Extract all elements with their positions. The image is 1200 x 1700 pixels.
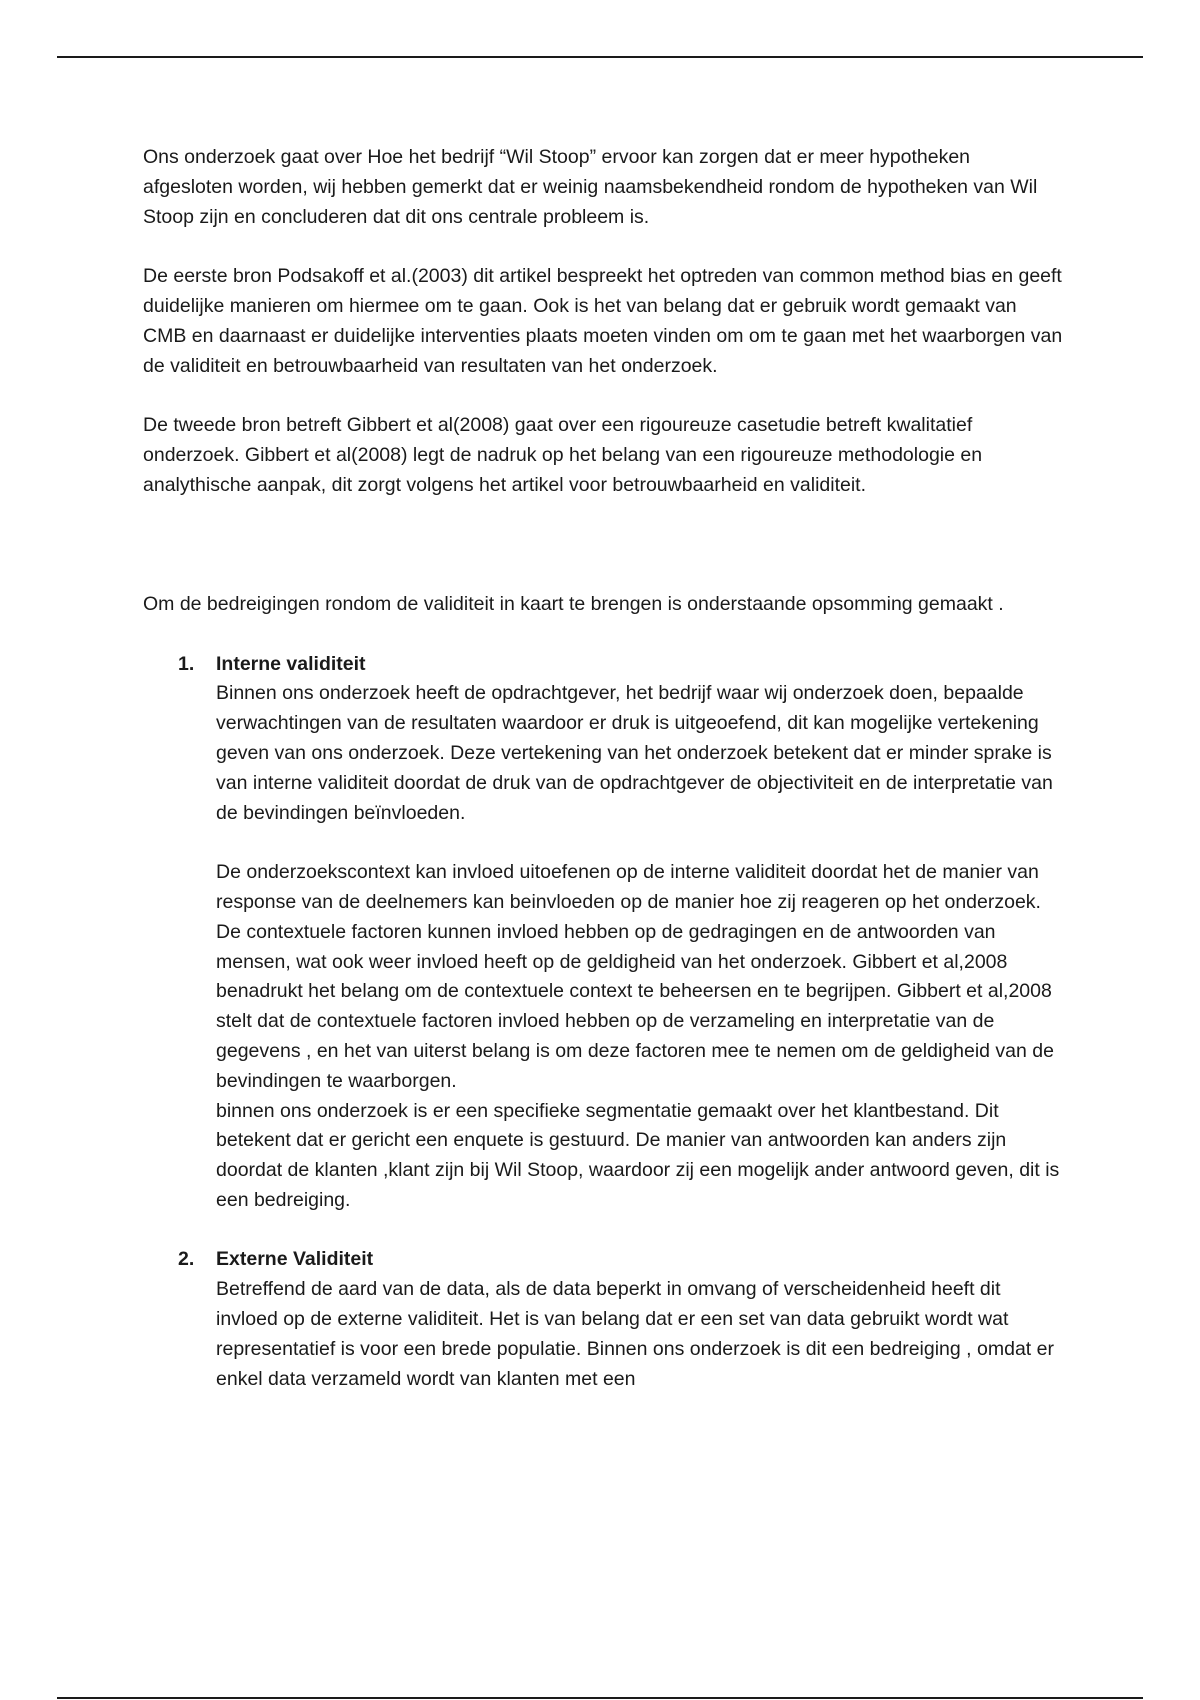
list-paragraph: Betreffend de aard van de data, als de data beperkt in omvang of verscheidenheid heeft dit invloed op de externe validiteit. Het is van belang dat er een set van data gebruikt wordt wat representatief is voor een brede populatie. Binnen ons onderzoek is dit een bedreiging , omdat er enkel data verzameld wordt van klanten met een	[216, 1278, 1054, 1390]
list-paragraph: Binnen ons onderzoek heeft de opdrachtgever, het bedrijf waar wij onderzoek doen, bepaalde verwachtingen van de resultaten waardoor er druk is uitgeoefend, dit kan mogelijke vertekening geven van ons onderzoek. Deze vertekening van het onderzoek betekent dat er minder sprake is van interne validiteit doordat de druk van de opdrachtgever de objectiviteit en de interpretatie van de bevindingen beïnvloeden.	[216, 682, 1053, 824]
source-2-paragraph: De tweede bron betreft Gibbert et al(2008) gaat over een rigoureuze casetudie betreft kwalitatief onderzoek. Gibbert et al(2008) legt de nadruk op het belang van een rigoureuze methodologie en analythische aanpak, dit zorgt volgens het artikel voor betrouwbaarheid en validiteit.	[143, 414, 983, 496]
list-number: 1.	[178, 652, 195, 675]
footer-rule	[57, 1697, 1143, 1699]
list-heading: Externe Validiteit	[216, 1248, 374, 1271]
intro-paragraph: Ons onderzoek gaat over Hoe het bedrijf “Wil Stoop” ervoor kan zorgen dat er meer hypotheken afgesloten worden, wij hebben gemerkt dat er weinig naamsbekendheid rondom de hypotheken van Wil Stoop zijn en concluderen dat dit ons centrale probleem is.	[143, 146, 1038, 228]
list-paragraph: binnen ons onderzoek is er een specifieke segmentatie gemaakt over het klantbestand. Dit betekent dat er gericht een enquete is gestuurd. De manier van antwoorden kan anders zijn doordat de klanten ,klant zijn bij Wil Stoop, waardoor zij een mogelijk ander antwoord geven, dit is een bedreiging.	[216, 1099, 1060, 1211]
list-paragraph: De onderzoekscontext kan invloed uitoefenen op de interne validiteit doordat het de manier van response van de deelnemers kan beinvloeden op de manier hoe zij reageren op het onderzoek. De contextuele factoren kunnen invloed hebben op de gedragingen en de antwoorden van mensen, wat ook weer invloed heeft op de geldigheid van het onderzoek. Gibbert et al,2008 benadrukt het belang om de contextuele context te beheersen en te begrijpen. Gibbert et al,2008 stelt dat de contextuele factoren invloed hebben op de verzameling en interpretatie van de gegevens , en het van uiterst belang is om deze factoren mee te nemen om de geldigheid van de bevindingen te waarborgen.	[216, 861, 1054, 1092]
list-number: 2.	[178, 1248, 195, 1271]
header-rule	[57, 56, 1143, 58]
list-item-externe-validiteit	[143, 1245, 1063, 1394]
list-item-interne-validiteit	[143, 650, 1063, 1216]
source-1-paragraph: De eerste bron Podsakoff et al.(2003) dit artikel bespreekt het optreden van common method bias en geeft duidelijke manieren om hiermee om te gaan. Ook is het van belang dat er gebruik wordt gemaakt van CMB en daarnaast er duidelijke interventies plaats moeten vinden om om te gaan met het waarborgen van de validiteit en betrouwbaarheid van resultaten van het onderzoek.	[143, 265, 1063, 377]
threats-intro-paragraph: Om de bedreigingen rondom de validiteit in kaart te brengen is onderstaande opsomming gemaakt .	[143, 592, 1004, 615]
document-body	[143, 143, 1063, 1394]
list-heading: Interne validiteit	[216, 652, 366, 675]
